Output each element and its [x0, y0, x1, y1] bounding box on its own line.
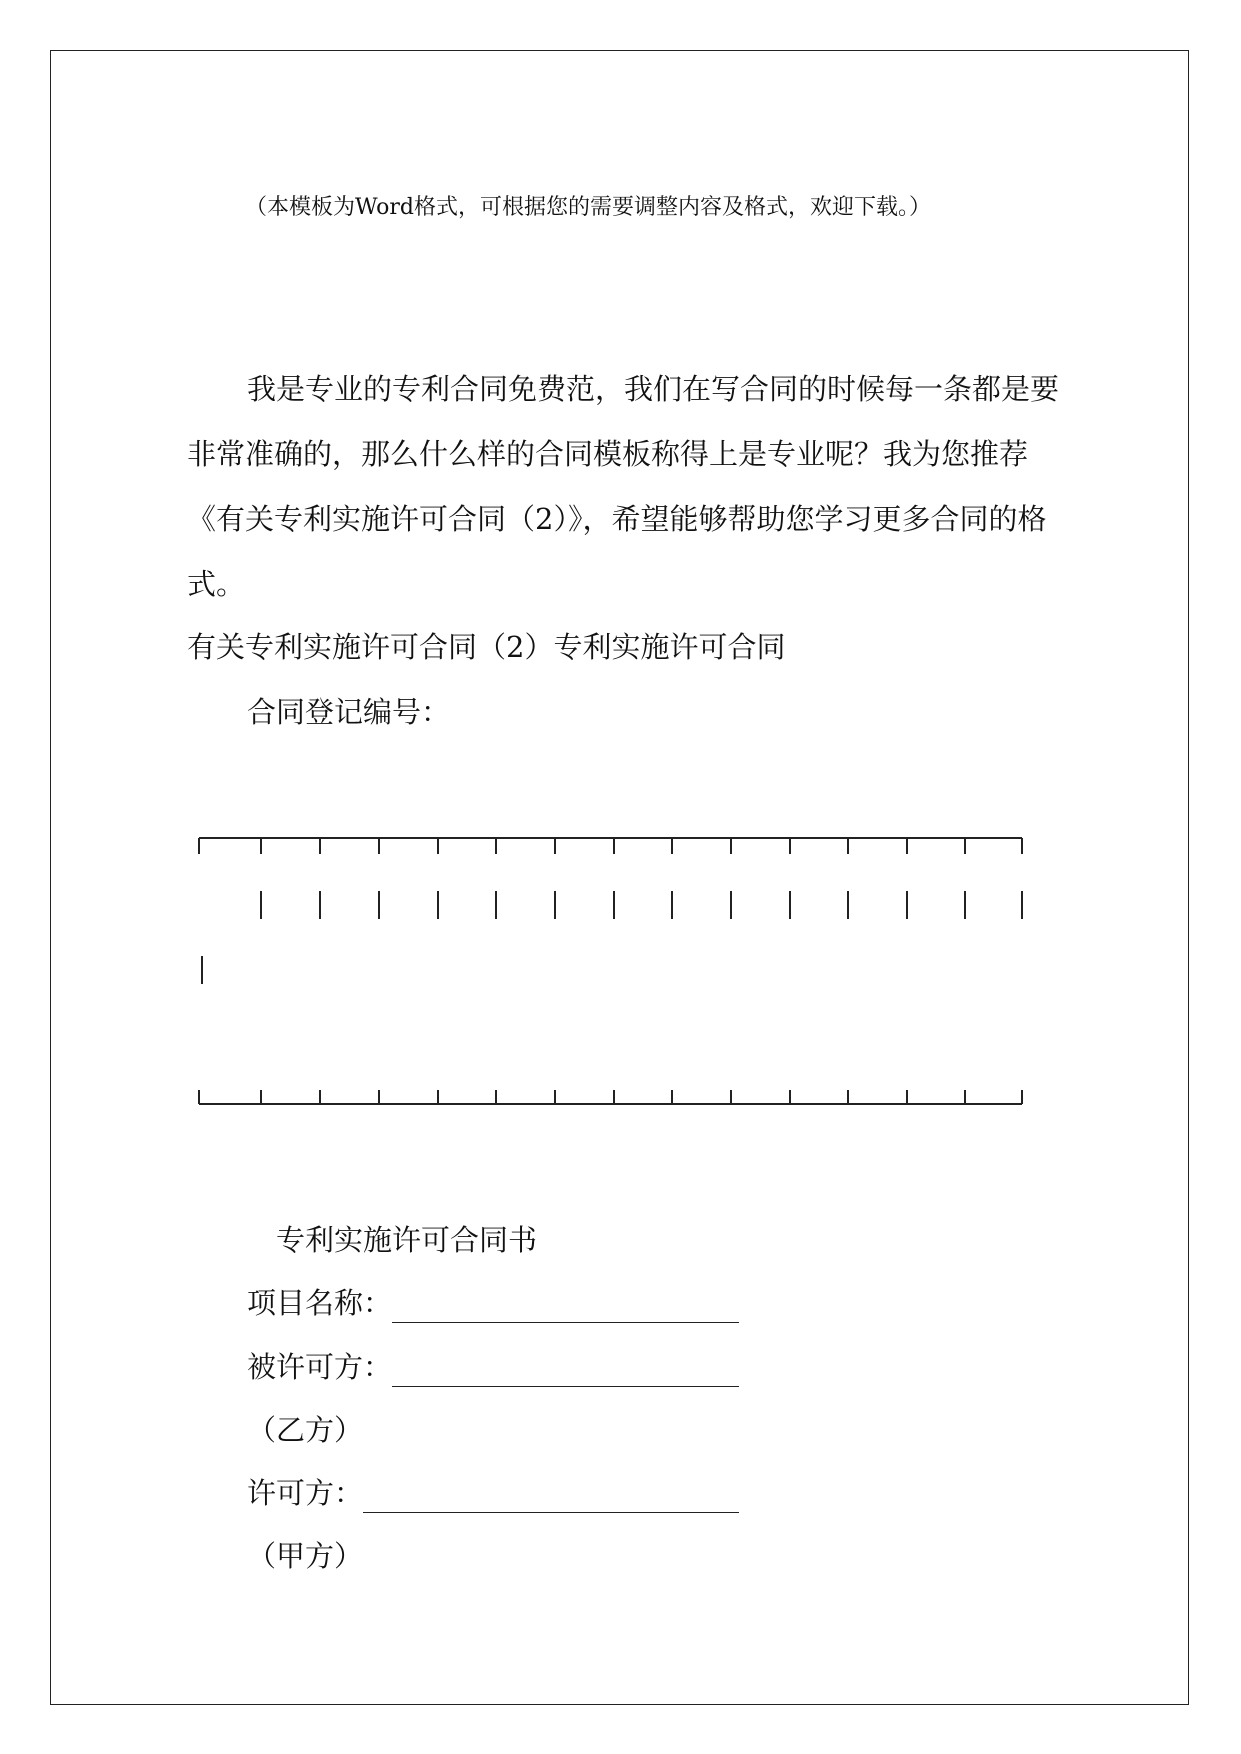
party-b-label: （乙方） [247, 1413, 364, 1447]
licensor-blank[interactable] [363, 1484, 739, 1513]
document-heading: 有关专利实施许可合同（2）专利实施许可合同 [187, 630, 786, 664]
grid-left-bar-row [197, 950, 217, 990]
grid-bottom-row [197, 1082, 1027, 1112]
grid-middle-row [197, 885, 1027, 925]
intro-line-1: 我是专业的专利合同免费范，我们在写合同的时候每一条都是要 [247, 372, 1060, 406]
licensee-field [247, 1347, 739, 1387]
contract-title: 专利实施许可合同书 [276, 1223, 538, 1257]
intro-line-4: 式。 [187, 567, 246, 601]
registration-number-label: 合同登记编号： [247, 695, 451, 729]
project-name-blank[interactable] [392, 1294, 739, 1323]
licensee-label: 被许可方： [247, 1350, 393, 1384]
grid-top-row [197, 832, 1027, 862]
party-a-label: （甲方） [247, 1539, 364, 1573]
licensee-blank[interactable] [392, 1358, 739, 1387]
intro-line-3: 《有关专利实施许可合同（2）》，希望能够帮助您学习更多合同的格 [187, 502, 1047, 536]
licensor-field [247, 1473, 739, 1513]
project-name-label: 项目名称： [247, 1286, 393, 1320]
template-note: （本模板为Word格式，可根据您的需要调整内容及格式，欢迎下载。） [245, 195, 931, 220]
project-name-field [247, 1283, 739, 1323]
licensor-label: 许可方： [247, 1476, 364, 1510]
page-border [50, 50, 1189, 1705]
intro-line-2: 非常准确的，那么什么样的合同模板称得上是专业呢？我为您推荐 [187, 437, 1029, 471]
